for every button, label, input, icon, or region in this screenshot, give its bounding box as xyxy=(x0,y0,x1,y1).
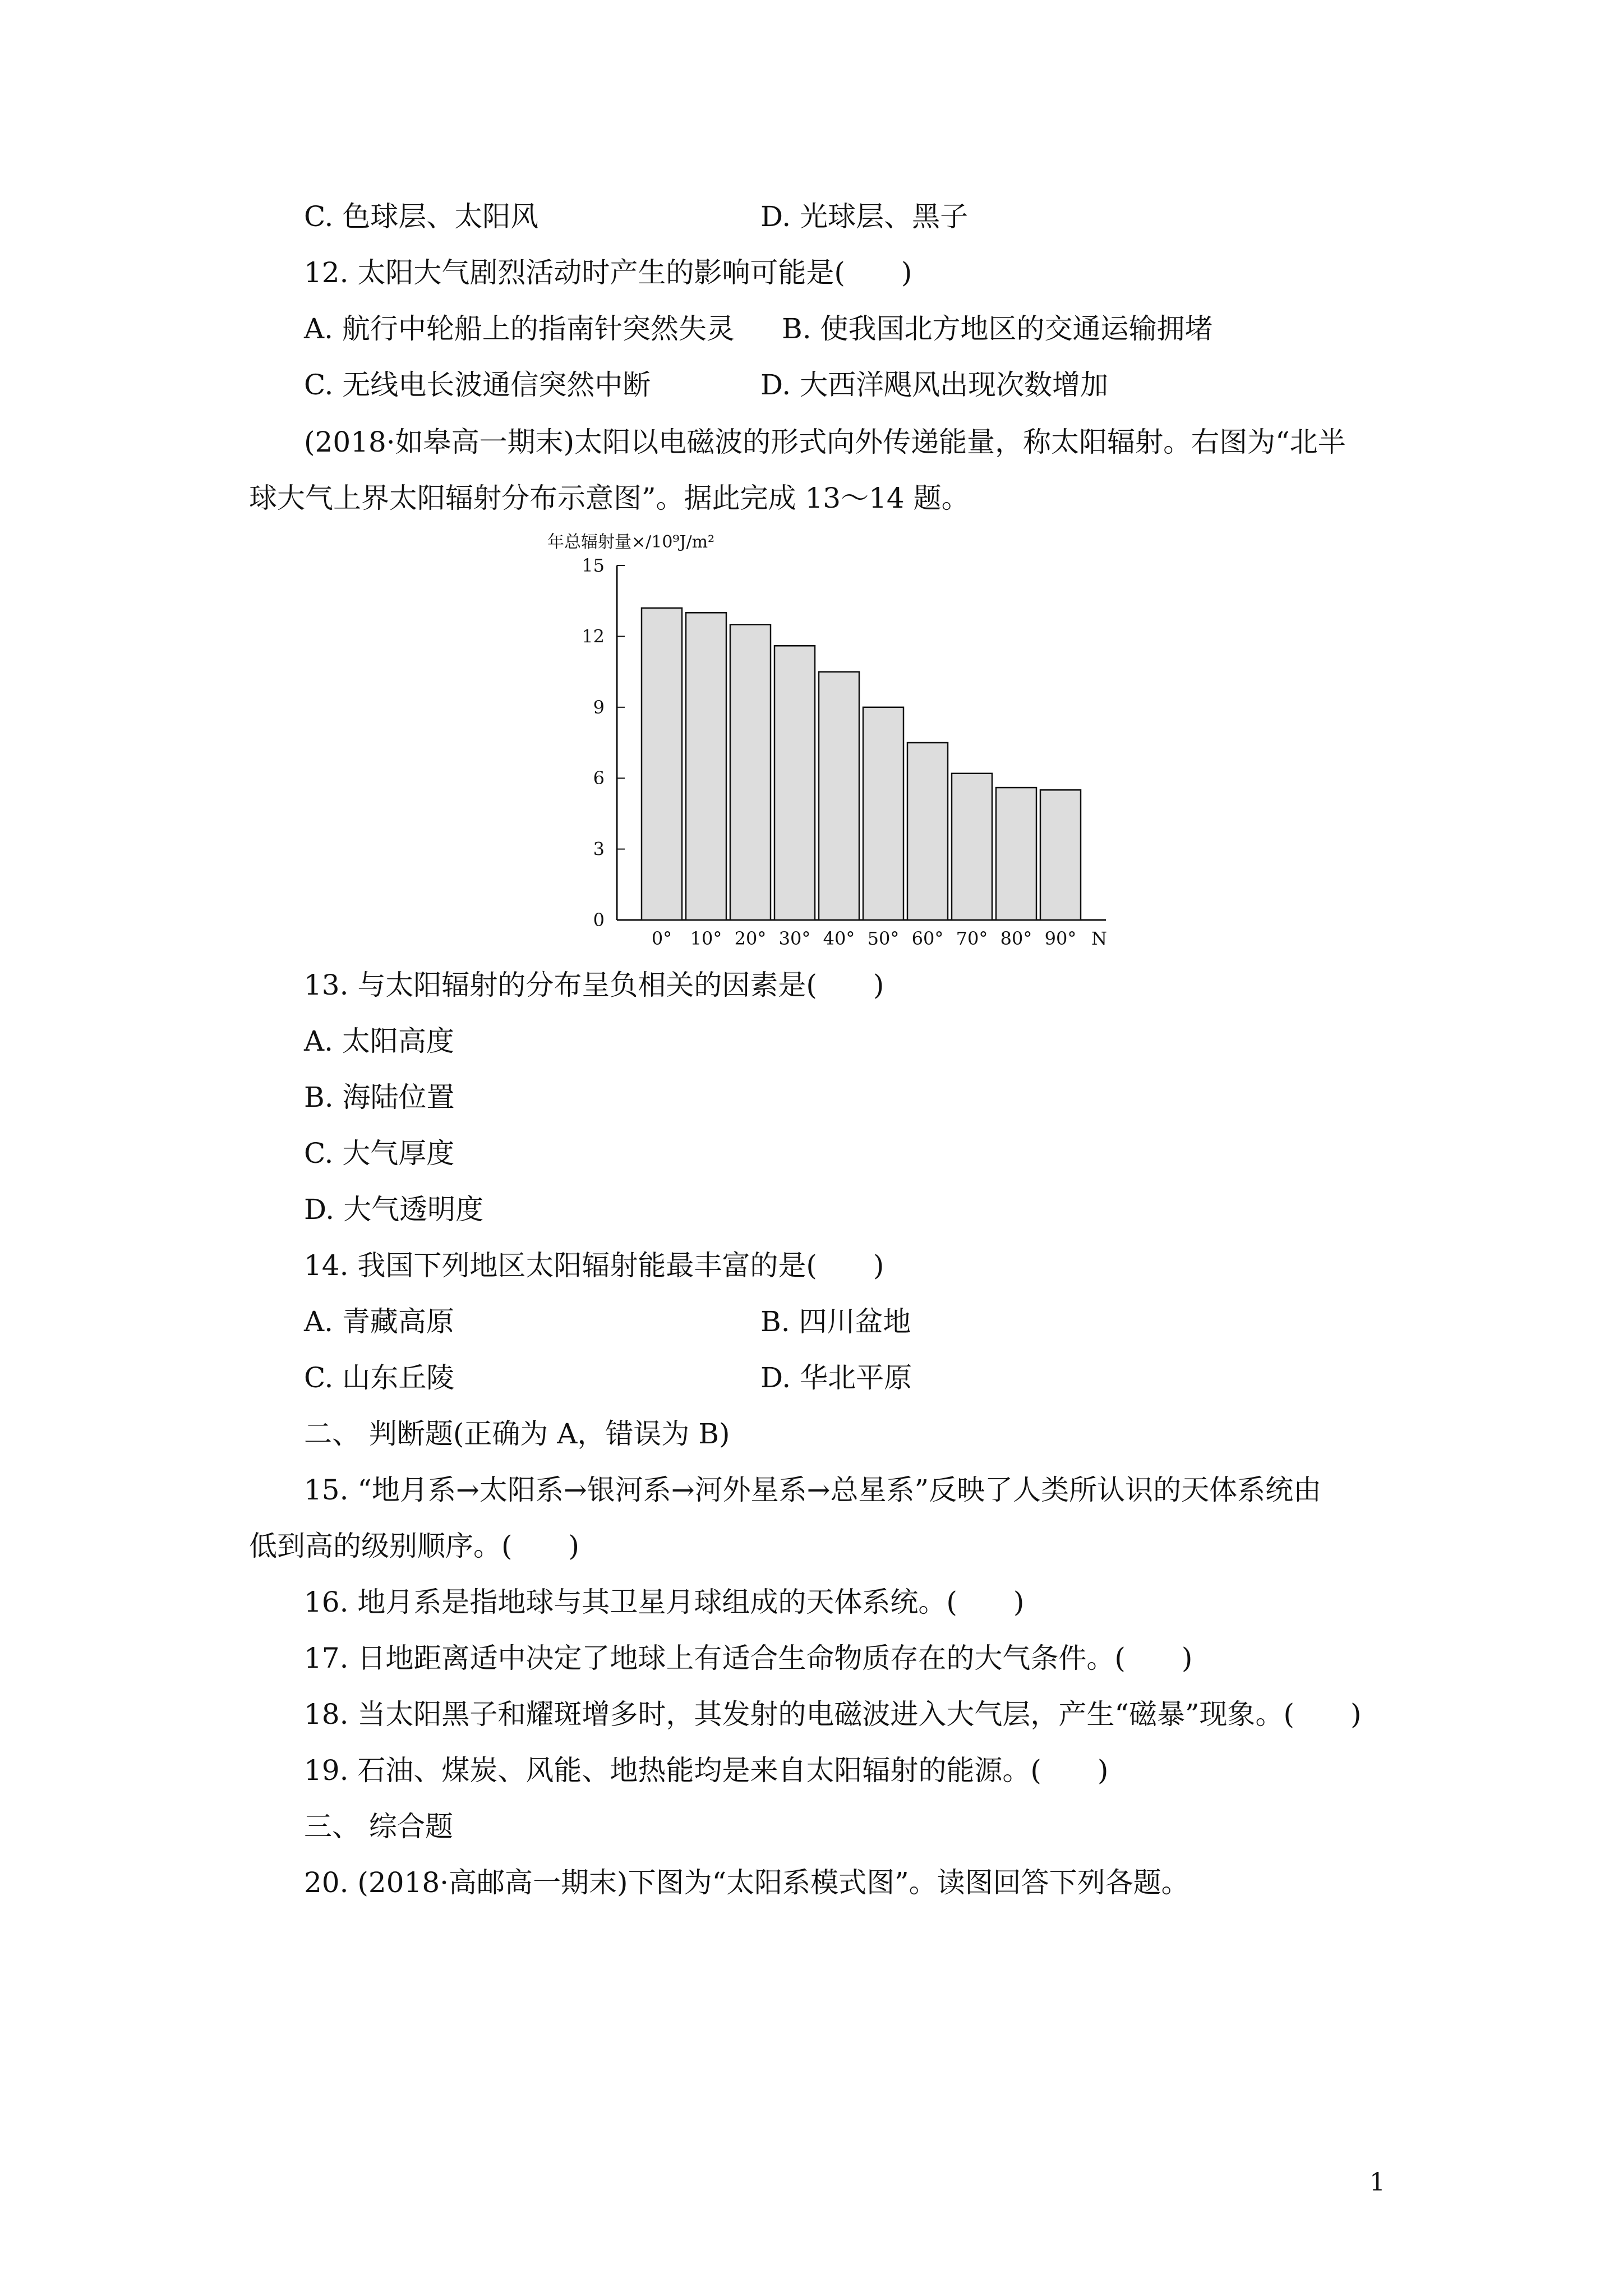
option-12-a: A. 航行中轮船上的指南针突然失灵 xyxy=(304,312,735,345)
chart-bar xyxy=(730,624,771,920)
option-14-d: D. 华北平原 xyxy=(760,1361,912,1394)
chart-x-tick-label: 40° xyxy=(823,928,855,949)
question-20: 20. (2018·高邮高一期末)下图为“太阳系模式图”。读图回答下列各题。 xyxy=(304,1866,1189,1899)
question-16: 16. 地月系是指地球与其卫星月球组成的天体系统。( ) xyxy=(304,1586,1025,1618)
option-11-c: C. 色球层、太阳风 xyxy=(304,200,539,233)
chart-y-tick-label: 3 xyxy=(593,838,605,860)
option-13-a: A. 太阳高度 xyxy=(304,1025,454,1057)
option-13-b: B. 海陆位置 xyxy=(304,1081,455,1114)
chart-bar xyxy=(907,743,948,920)
question-17: 17. 日地距离适中决定了地球上有适合生命物质存在的大气条件。( ) xyxy=(304,1642,1193,1674)
chart-bar xyxy=(863,707,903,920)
chart-bar xyxy=(952,774,992,920)
option-11-d: D. 光球层、黑子 xyxy=(760,200,969,233)
radiation-bar-chart xyxy=(538,527,1122,954)
question-14: 14. 我国下列地区太阳辐射能最丰富的是( ) xyxy=(304,1249,884,1282)
chart-bar xyxy=(774,646,815,920)
chart-x-tick-label: 70° xyxy=(956,928,988,949)
question-15-line-2: 低到高的级别顺序。( ) xyxy=(249,1530,580,1562)
question-15-line-1: 15. “地月系→太阳系→银河系→河外星系→总星系”反映了人类所认识的天体系统由 xyxy=(304,1474,1322,1506)
intro-line-2: 球大气上界太阳辐射分布示意图”。据此完成 13～14 题。 xyxy=(249,482,970,514)
chart-y-tick-label: 0 xyxy=(593,909,605,931)
chart-bar xyxy=(996,788,1036,920)
chart-y-tick-label: 12 xyxy=(582,625,605,647)
option-14-c: C. 山东丘陵 xyxy=(304,1361,455,1394)
section-2-heading: 二、 判断题(正确为 A，错误为 B) xyxy=(304,1418,730,1450)
question-13: 13. 与太阳辐射的分布呈负相关的因素是( ) xyxy=(304,969,884,1001)
option-12-b: B. 使我国北方地区的交通运输拥堵 xyxy=(782,312,1213,345)
chart-x-tick-label: 80° xyxy=(1000,928,1032,949)
option-12-c: C. 无线电长波通信突然中断 xyxy=(304,369,651,401)
chart-y-tick-label: 9 xyxy=(593,696,605,718)
question-18: 18. 当太阳黑子和耀斑增多时，其发射的电磁波进入大气层，产生“磁暴”现象。( ) xyxy=(304,1698,1362,1731)
chart-x-tick-label: 90° xyxy=(1044,928,1077,949)
chart-y-axis-label: 年总辐射量×/10⁹J/m² xyxy=(547,532,715,552)
chart-x-tick-label: 20° xyxy=(734,928,767,949)
option-13-d: D. 大气透明度 xyxy=(304,1193,484,1226)
chart-x-tick-label: 60° xyxy=(911,928,944,949)
chart-bar xyxy=(1040,790,1081,920)
chart-x-tick-label: 50° xyxy=(867,928,900,949)
intro-line-1: (2018·如皋高一期末)太阳以电磁波的形式向外传递能量，称太阳辐射。右图为“北半 xyxy=(304,426,1346,458)
option-14-a: A. 青藏高原 xyxy=(304,1305,454,1338)
question-19: 19. 石油、煤炭、风能、地热能均是来自太阳辐射的能源。( ) xyxy=(304,1754,1109,1787)
chart-y-tick-label: 15 xyxy=(582,555,605,576)
option-14-b: B. 四川盆地 xyxy=(760,1305,911,1338)
chart-x-tick-label: 30° xyxy=(778,928,811,949)
chart-y-tick-label: 6 xyxy=(593,767,605,789)
section-3-heading: 三、 综合题 xyxy=(304,1810,453,1843)
option-13-c: C. 大气厚度 xyxy=(304,1137,455,1170)
chart-x-tick-label: 10° xyxy=(690,928,722,949)
option-12-d: D. 大西洋飓风出现次数增加 xyxy=(760,369,1109,401)
question-12: 12. 太阳大气剧烈活动时产生的影响可能是( ) xyxy=(304,256,912,289)
chart-x-axis-end-label: N xyxy=(1091,928,1107,949)
chart-bar xyxy=(819,672,859,920)
chart-bar xyxy=(642,608,682,920)
page-number: 1 xyxy=(1370,2168,1385,2197)
chart-bar xyxy=(686,613,726,920)
chart-x-tick-label: 0° xyxy=(651,928,672,949)
